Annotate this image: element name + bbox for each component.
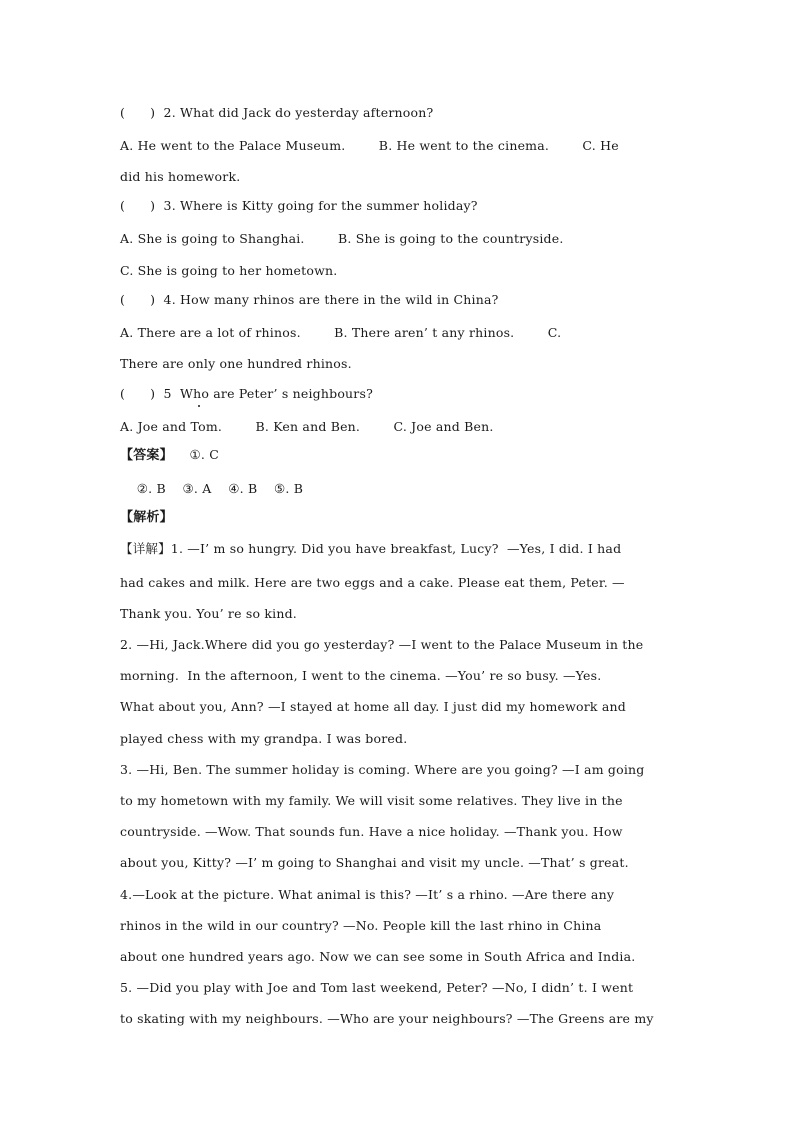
answer-line-2: ②. B ③. A ④. B ⑤. B	[120, 481, 304, 496]
analysis-line: about one hundred years ago. Now we can see some in South Africa and India.	[120, 949, 636, 964]
analysis-line: Thank you. You’ re so kind.	[120, 606, 297, 621]
question-2-options: A. He went to the Palace Museum. B. He went to the cinema. C. He	[120, 138, 619, 153]
question-3-stem: ( ) 3. Where is Kitty going for the summer holiday?	[120, 198, 478, 213]
emphasis-dot	[198, 405, 200, 407]
analysis-line: 【详解】1. —I’ m so hungry. Did you have breakfast, Lucy? —Yes, I did. I had	[120, 541, 622, 556]
analysis-line: about you, Kitty? —I’ m going to Shanghai and visit my uncle. —That’ s great.	[120, 855, 629, 870]
analysis-label: 【解析】	[120, 510, 173, 525]
analysis-line: to skating with my neighbours. —Who are your neighbours? —The Greens are my	[120, 1011, 654, 1026]
question-2-stem: ( ) 2. What did Jack do yesterday afternoon?	[120, 105, 434, 120]
question-3-options: A. She is going to Shanghai. B. She is going to the countryside.	[120, 231, 564, 246]
question-4-options-cont: There are only one hundred rhinos.	[120, 356, 352, 371]
analysis-line: What about you, Ann? —I stayed at home all day. I just did my homework and	[120, 699, 626, 714]
analysis-line: rhinos in the wild in our country? —No. People kill the last rhino in China	[120, 918, 602, 933]
question-5-stem: ( ) 5 Who are Peter’ s neighbours?	[120, 386, 373, 401]
analysis-line: 5. —Did you play with Joe and Tom last weekend, Peter? —No, I didn’ t. I went	[120, 980, 634, 995]
analysis-line: 3. —Hi, Ben. The summer holiday is coming. Where are you going? —I am going	[120, 762, 645, 777]
question-4-options: A. There are a lot of rhinos. B. There aren’ t any rhinos. C.	[120, 325, 562, 340]
answer-label: 【答案】	[120, 448, 173, 463]
question-2-options-cont: did his homework.	[120, 169, 241, 184]
analysis-line: morning. In the afternoon, I went to the cinema. —You’ re so busy. —Yes.	[120, 668, 602, 683]
question-5-options: A. Joe and Tom. B. Ken and Ben. C. Joe and Ben.	[120, 419, 494, 434]
analysis-line: 4.—Look at the picture. What animal is this? —It’ s a rhino. —Are there any	[120, 887, 615, 902]
answer-section	[120, 447, 219, 464]
analysis-line: played chess with my grandpa. I was bored.	[120, 731, 408, 746]
answer-line-1: ①. C	[172, 447, 220, 462]
question-4-stem: ( ) 4. How many rhinos are there in the wild in China?	[120, 292, 499, 307]
analysis-line: countryside. —Wow. That sounds fun. Have a nice holiday. —Thank you. How	[120, 824, 623, 839]
analysis-line: 2. —Hi, Jack.Where did you go yesterday? —I went to the Palace Museum in the	[120, 637, 644, 652]
question-3-options-cont: C. She is going to her hometown.	[120, 263, 338, 278]
analysis-line: to my hometown with my family. We will visit some relatives. They live in the	[120, 793, 623, 808]
analysis-line: had cakes and milk. Here are two eggs and a cake. Please eat them, Peter. —	[120, 575, 625, 590]
